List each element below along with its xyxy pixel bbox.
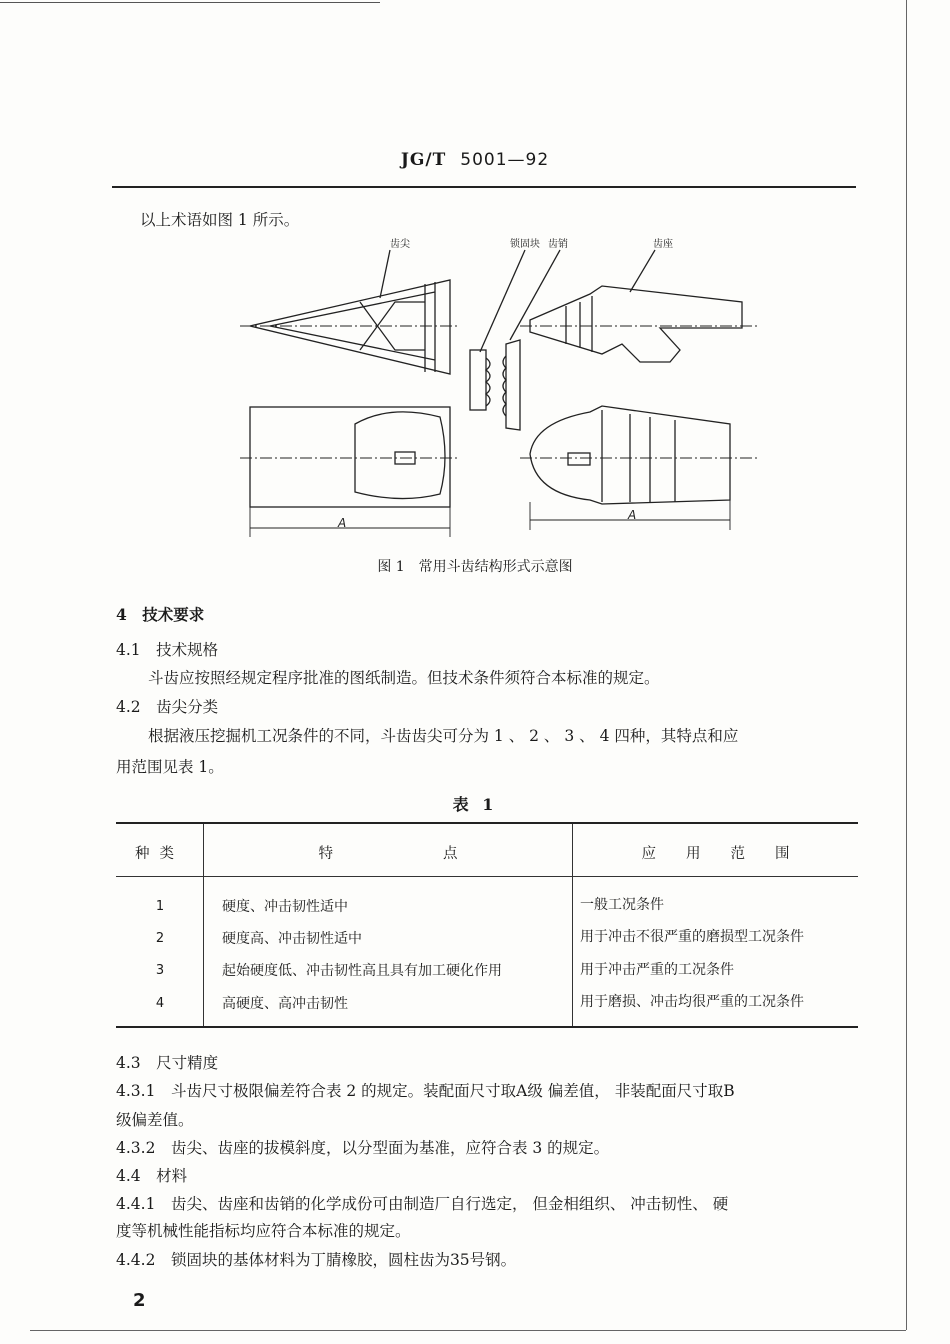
leader-tooth-seat — [630, 250, 655, 292]
tooth-seat-top-view — [520, 286, 760, 362]
table-cell-type: 2 — [155, 931, 165, 946]
section-4-4-1-line-1: 4.4.1 齿尖、齿座和齿销的化学成份可由制造厂自行选定， 但金相组织、 冲击韧性、 硬 — [116, 1195, 729, 1213]
section-4-2-body-2: 用范围见表 1。 — [116, 758, 224, 776]
dim-label-right: A — [628, 508, 637, 522]
table-cell-feature: 高硬度、高冲击韧性 — [222, 996, 348, 1012]
section-4-2-body-1: 根据液压挖掘机工况条件的不同，斗齿齿尖可分为 1 、 2 、 3 、 4 四种，其特点和应 — [148, 727, 739, 745]
section-4-4-title: 4.4 材料 — [116, 1167, 188, 1185]
table-cell-scope: 用于磨损、冲击均很严重的工况条件 — [580, 994, 804, 1010]
tooth-seat-side-view — [520, 406, 760, 504]
table-header-rule — [116, 876, 858, 877]
table-bottom-rule — [116, 1026, 858, 1028]
table-cell-scope: 用于冲击严重的工况条件 — [580, 962, 734, 978]
table-cell-feature: 起始硬度低、冲击韧性高且具有加工硬化作用 — [222, 963, 502, 979]
section-4-3-1-line-2: 级偏差值。 — [116, 1111, 194, 1129]
table-cell-scope: 一般工况条件 — [580, 897, 664, 913]
figure-caption: 图 1 常用斗齿结构形式示意图 — [377, 559, 573, 575]
dim-label-left: A — [338, 516, 347, 530]
table-header-feature: 特点 — [318, 846, 568, 862]
standard-code: JG/T — [400, 150, 447, 170]
section-4-3-1-line-1: 4.3.1 斗齿尺寸极限偏差符合表 2 的规定。装配面尺寸取A级 偏差值， 非装配面尺寸取B — [116, 1082, 735, 1100]
section-4-3-2: 4.3.2 齿尖、齿座的拔模斜度，以分型面为基准，应符合表 3 的规定。 — [116, 1139, 610, 1157]
table-cell-type: 3 — [155, 963, 165, 978]
dimension-lines — [250, 500, 730, 537]
header-rule — [112, 186, 856, 188]
tooth-tip-top-view — [240, 280, 460, 374]
scan-edge-right — [906, 0, 907, 1330]
scan-edge-top — [0, 2, 380, 3]
table-cell-feature: 硬度高、冲击韧性适中 — [222, 931, 362, 947]
section-4-1-title: 4.1 技术规格 — [116, 641, 219, 659]
intro-text: 以上术语如图 1 所示。 — [140, 211, 300, 229]
section-4-1-body: 斗齿应按照经规定程序批准的图纸制造。但技术条件须符合本标准的规定。 — [148, 669, 660, 687]
table-header-type: 种类 — [135, 846, 184, 862]
figure-1-diagram — [230, 232, 770, 550]
lock-block-view — [470, 350, 490, 410]
table-header-scope: 应用范围 — [641, 846, 820, 862]
standard-number: 5001—92 — [460, 150, 550, 170]
tooth-pin-view — [503, 340, 520, 430]
leader-tooth-pin — [510, 250, 560, 340]
tooth-tip-side-view — [240, 407, 460, 507]
section-4-3-title: 4.3 尺寸精度 — [116, 1054, 219, 1072]
label-tooth-seat: 齿座 — [653, 239, 673, 250]
label-tooth-tip: 齿尖 — [390, 239, 410, 250]
table-cell-feature: 硬度、冲击韧性适中 — [222, 899, 348, 915]
table-1-title: 表 1 — [452, 795, 498, 814]
table-top-rule — [116, 822, 858, 824]
section-4-title: 4 技术要求 — [116, 605, 205, 624]
table-cell-scope: 用于冲击不很严重的磨损型工况条件 — [580, 929, 804, 945]
leader-tooth-tip — [380, 250, 390, 298]
standard-header — [0, 150, 950, 170]
leader-lock-block — [480, 250, 525, 352]
label-tooth-pin: 齿销 — [548, 239, 568, 250]
section-4-2-title: 4.2 齿尖分类 — [116, 698, 219, 716]
page-number: 2 — [133, 1290, 146, 1311]
table-cell-type: 4 — [155, 996, 165, 1011]
label-lock-block: 锁固块 — [510, 239, 540, 250]
section-4-4-1-line-2: 度等机械性能指标均应符合本标准的规定。 — [116, 1222, 411, 1240]
scan-edge-bottom — [30, 1330, 906, 1331]
table-cell-type: 1 — [155, 899, 165, 914]
section-4-4-2: 4.4.2 锁固块的基体材料为丁腈橡胶，圆柱齿为35号钢。 — [116, 1251, 517, 1269]
